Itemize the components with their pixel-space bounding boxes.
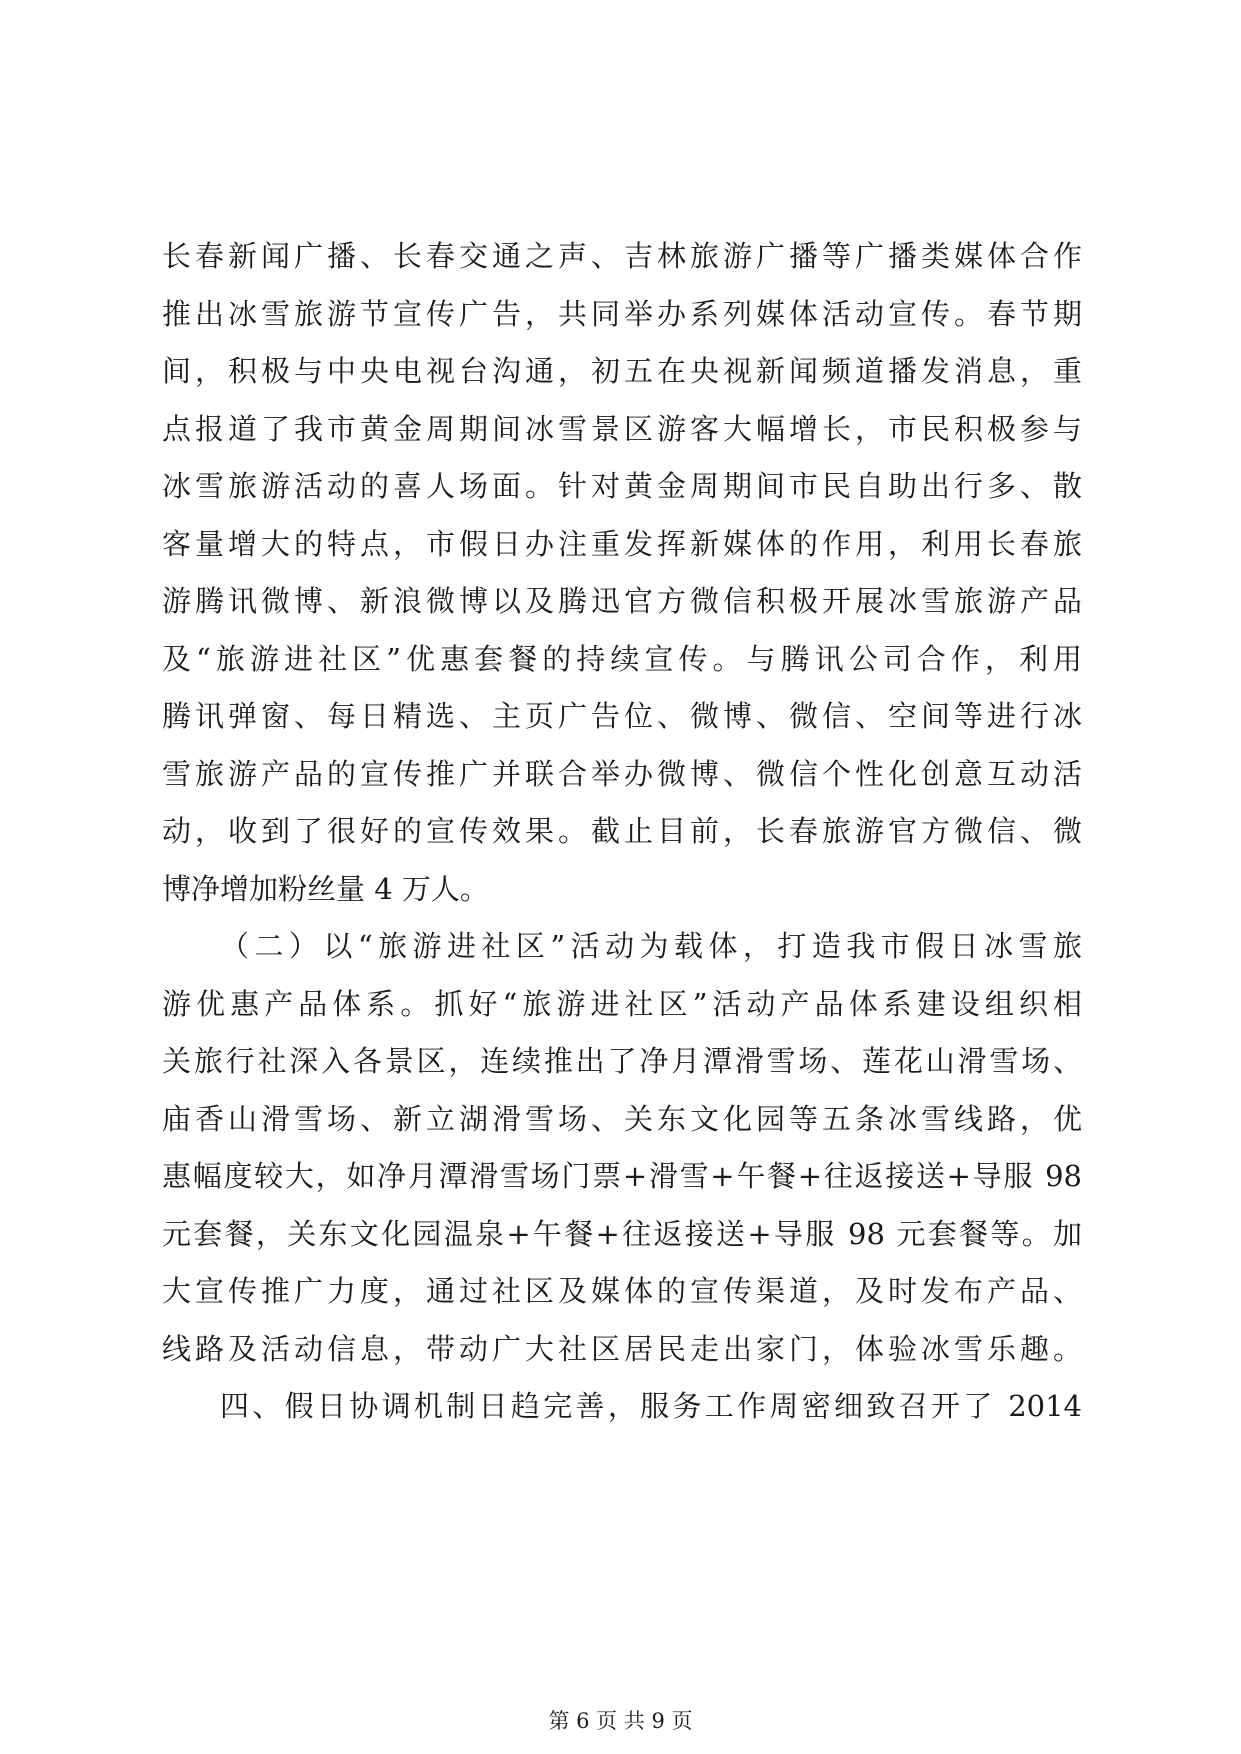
text-line: 博净增加粉丝量 4 万人。 (162, 871, 489, 906)
text-line: 冰雪旅游活动的喜人场面。针对黄金周期间市民自助出行多、散 (162, 469, 1082, 503)
text-line: 庙香山滑雪场、新立湖滑雪场、关东文化园等五条冰雪线路，优 (162, 1101, 1082, 1136)
text-line: 关旅行社深入各景区，连续推出了净月潭滑雪场、莲花山滑雪场、 (162, 1044, 1082, 1078)
text-line: 及“旅游进社区”优惠套餐的持续宣传。与腾讯公司合作，利用 (162, 641, 1082, 676)
text-line: 腾讯弹窗、每日精选、主页广告位、微博、微信、空间等进行冰 (162, 699, 1082, 733)
text-line: 大宣传推广力度，通过社区及媒体的宣传渠道，及时发布产品、 (162, 1274, 1082, 1308)
text-line: 游腾讯微博、新浪微博以及腾迅官方微信积极开展冰雪旅游产品 (162, 584, 1082, 618)
text-line: 长春新闻广播、长春交通之声、吉林旅游广播等广播类媒体合作 (162, 239, 1082, 273)
page-footer: 第 6 页 共 9 页 (548, 1709, 693, 1733)
text-line: 点报道了我市黄金周期间冰雪景区游客大幅增长，市民积极参与 (162, 411, 1082, 446)
text-line: 雪旅游产品的宣传推广并联合举办微博、微信个性化创意互动活 (162, 756, 1082, 791)
document-body (162, 228, 1082, 1436)
text-line: 客量增大的特点，市假日办注重发挥新媒体的作用，利用长春旅 (162, 526, 1082, 561)
text-line: 推出冰雪旅游节宣传广告，共同举办系列媒体活动宣传。春节期 (162, 296, 1082, 331)
text-line: 游优惠产品体系。抓好“旅游进社区”活动产品体系建设组织相 (162, 986, 1082, 1021)
text-line: （二）以“旅游进社区”活动为载体，打造我市假日冰雪旅 (220, 929, 1082, 963)
text-line: 惠幅度较大，如净月潭滑雪场门票+滑雪+午餐+往返接送+导服 98 (162, 1159, 1082, 1193)
text-line: 间，积极与中央电视台沟通，初五在央视新闻频道播发消息，重 (162, 354, 1082, 388)
text-line: 线路及活动信息，带动广大社区居民走出家门，体验冰雪乐趣。 (162, 1331, 1082, 1366)
text-line: 动，收到了很好的宣传效果。截止目前，长春旅游官方微信、微 (162, 814, 1082, 848)
text-line: 四、假日协调机制日趋完善，服务工作周密细致召开了 2014 (220, 1389, 1082, 1423)
text-line: 元套餐，关东文化园温泉+午餐+往返接送+导服 98 元套餐等。加 (162, 1216, 1082, 1251)
